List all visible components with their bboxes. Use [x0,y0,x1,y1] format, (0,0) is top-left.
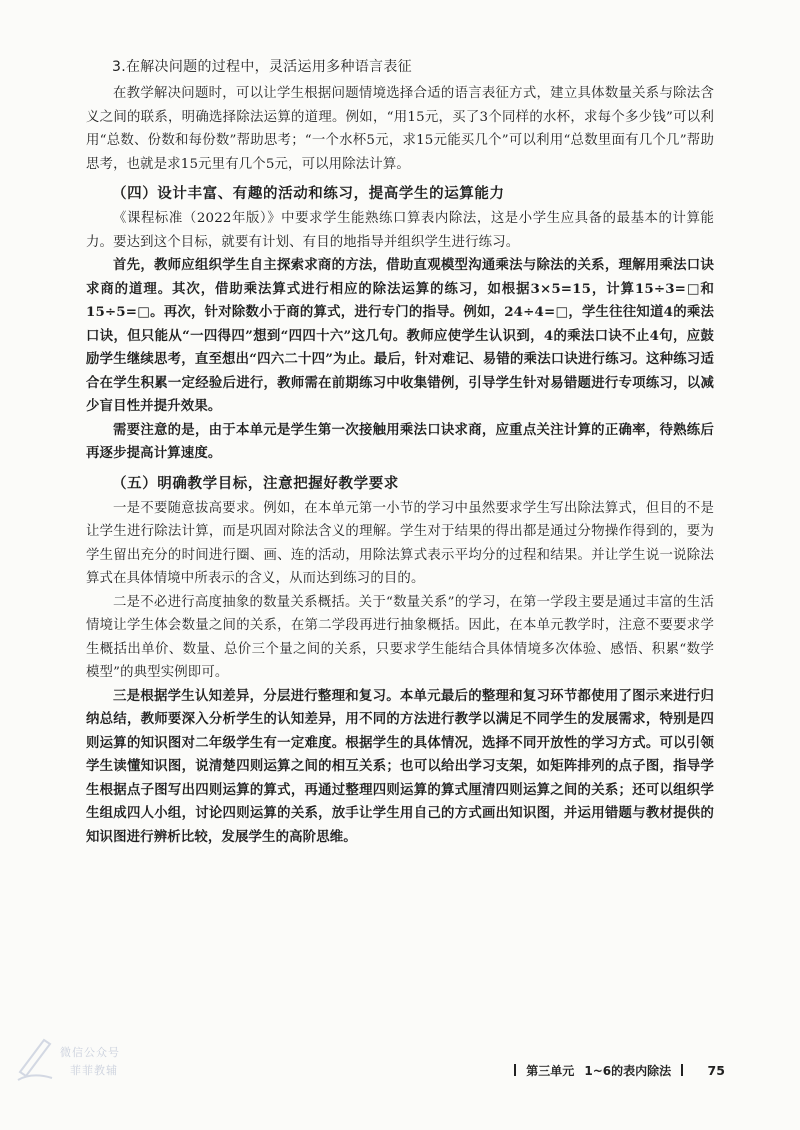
page-number: 75 [707,1063,725,1078]
footer-divider-left [514,1064,516,1076]
watermark-pen-icon [14,1032,58,1084]
footer-title: 1~6的表内除法 [584,1064,672,1078]
section5-heading: （五）明确教学目标，注意把握好教学要求 [112,475,399,492]
section4-paragraph-2: 首先，教师应组织学生自主探索求商的方法，借助直观模型沟通乘法与除法的关系，理解用乘法口诀求商的道理。其次，借助乘法算式进行相应的除法运算的练习，如根据3×5=15，计算15÷3=□和15÷5=□。再次，针对除数小于商的算式，进行专门的指导。例如，24÷4=□，学生往往知道4的乘法口诀，但只能从“一四得四”想到“四四十六”这几句。教师应使学生认识到，4的乘法口诀不止4句，应鼓励学生继续思考，直至想出“四六二十四”为止。最后，针对难记、易错的乘法口诀进行练习。这种练习适合在学生积累一定经验后进行，教师需在前期练习中收集错例，引导学生针对易错题进行专项练习，以减少盲目性并提升效果。 [86,257,714,414]
section3-paragraph-1: 在教学解决问题时，可以让学生根据问题情境选择合适的语言表征方式，建立具体数量关系与除法含义之间的联系，明确选择除法运算的道理。例如，“用15元，买了3个同样的水杯，求每个多少钱”可以利用“总数、份数和每份数”帮助思考；“一个水杯5元，求15元能买几个”可以利用“总数里面有几个几”帮助思考，也就是求15元里有几个5元，可以用除法计算。 [86,86,714,172]
section4-paragraph-1: 《课程标准（2022年版）》中要求学生能熟练口算表内除法，这是小学生应具备的最基本的计算能力。要达到这个目标，就要有计划、有目的地指导并组织学生进行练习。 [86,211,714,250]
footer-unit: 第三单元 [526,1064,575,1078]
section3-heading: 3.在解决问题的过程中，灵活运用多种语言表征 [112,59,412,75]
section5-paragraph-2: 二是不必进行高度抽象的数量关系概括。关于“数量关系”的学习，在第一学段主要是通过丰富的生活情境让学生体会数量之间的关系，在第二学段再进行抽象概括。因此，在本单元教学时，注意不要要求学生概括出单价、数量、总价三个量之间的关系，只要求学生能结合具体情境多次体验、感悟、积累“数学模型”的典型实例即可。 [86,594,714,680]
section5-paragraph-3: 三是根据学生认知差异，分层进行整理和复习。本单元最后的整理和复习环节都使用了图示来进行归纳总结，教师要深入分析学生的认知差异，用不同的方法进行教学以满足不同学生的发展需求，特别是四则运算的知识图对二年级学生有一定难度。根据学生的具体情况，选择不同开放性的学习方式。可以引领学生读懂知识图，说清楚四则运算之间的相互关系；也可以给出学习支架，如矩阵排列的点子图，指导学生根据点子图写出四则运算的算式，再通过整理四则运算的算式厘清四则运算之间的关系；还可以组织学生组成四人小组，讨论四则运算的关系，放手让学生用自己的方式画出知识图，并运用错题与教材提供的知识图进行辨析比较，发展学生的高阶思维。 [86,687,714,845]
page-body [86,56,714,849]
page-footer [508,1062,725,1079]
section5-paragraph-1: 一是不要随意拔高要求。例如，在本单元第一小节的学习中虽然要求学生写出除法算式，但目的不是让学生进行除法计算，而是巩固对除法含义的理解。学生对于结果的得出都是通过分物操作得到的，要为学生留出充分的时间进行圈、画、连的活动，用除法算式表示平均分的过程和结果。并让学生说一说除法算式在具体情境中所表示的含义，从而达到练习的目的。 [86,500,714,586]
watermark-line1: 微信公众号 [60,1046,120,1059]
section4-paragraph-3: 需要注意的是，由于本单元是学生第一次接触用乘法口诀求商，应重点关注计算的正确率，待熟练后再逐步提高计算速度。 [86,421,714,461]
watermark [14,1032,124,1092]
section4-heading: （四）设计丰富、有趣的活动和练习，提高学生的运算能力 [112,186,505,202]
footer-divider-right [681,1064,683,1076]
watermark-line2: 菲菲教辅 [70,1064,118,1077]
